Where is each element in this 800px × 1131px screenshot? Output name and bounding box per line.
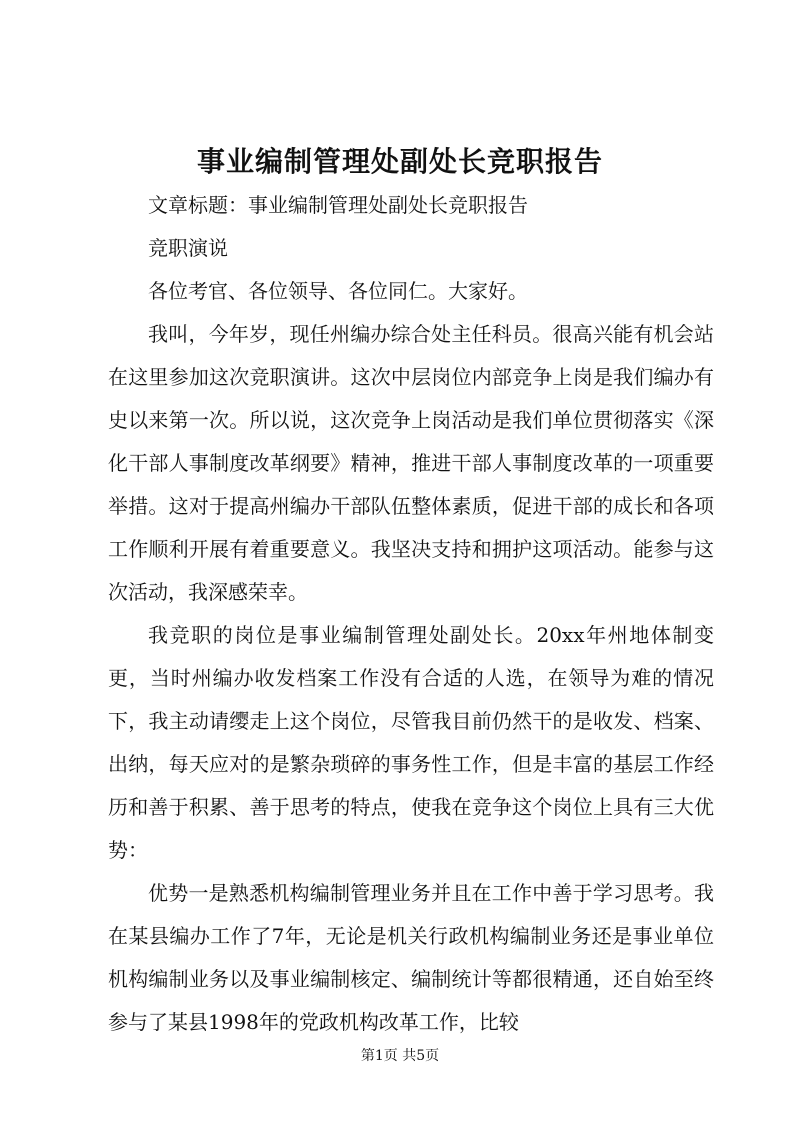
advantage-one-paragraph: 优势一是熟悉机构编制管理业务并且在工作中善于学习思考。我在某县编办工作了7年，无论是机关行政机构编制业务还是事业单位机构编制业务以及事业编制核定、编制统计等都很精通，还自始至终参与了某县1998年的党政机构改革工作，比较 xyxy=(108,881,714,1034)
page-number-footer: 第1页 共5页 xyxy=(360,1048,440,1064)
introduction-paragraph: 我叫，今年岁，现任州编办综合处主任科员。很高兴能有机会站在这里参加这次竞职演讲。这次中层岗位内部竞争上岗是我们编办有史以来第一次。所以说，这次竞争上岗活动是我们单位贯彻落实《深化干部人事制度改革纲要》精神，推进干部人事制度改革的一项重要举措。这对于提高州编办干部队伍整体素质，促进干部的成长和各项工作顺利开展有着重要意义。我坚决支持和拥护这项活动。能参与这次活动，我深感荣幸。 xyxy=(108,322,714,604)
position-paragraph: 我竞职的岗位是事业编制管理处副处长。20xx年州地体制变更，当时州编办收发档案工作没有合适的人选，在领导为难的情况下，我主动请缨走上这个岗位，尽管我目前仍然干的是收发、档案、出纳，每天应对的是繁杂琐碎的事务性工作，但是丰富的基层工作经历和善于积累、善于思考的特点，使我在竞争这个岗位上具有三大优势： xyxy=(108,623,714,862)
document-title: 事业编制管理处副处长竞职报告 xyxy=(196,145,603,178)
greeting-paragraph: 各位考官、各位领导、各位同仁。大家好。 xyxy=(148,279,528,303)
article-title-line: 文章标题：事业编制管理处副处长竞职报告 xyxy=(148,193,528,217)
document-body xyxy=(108,184,714,1044)
section-heading: 竞职演说 xyxy=(148,236,228,260)
